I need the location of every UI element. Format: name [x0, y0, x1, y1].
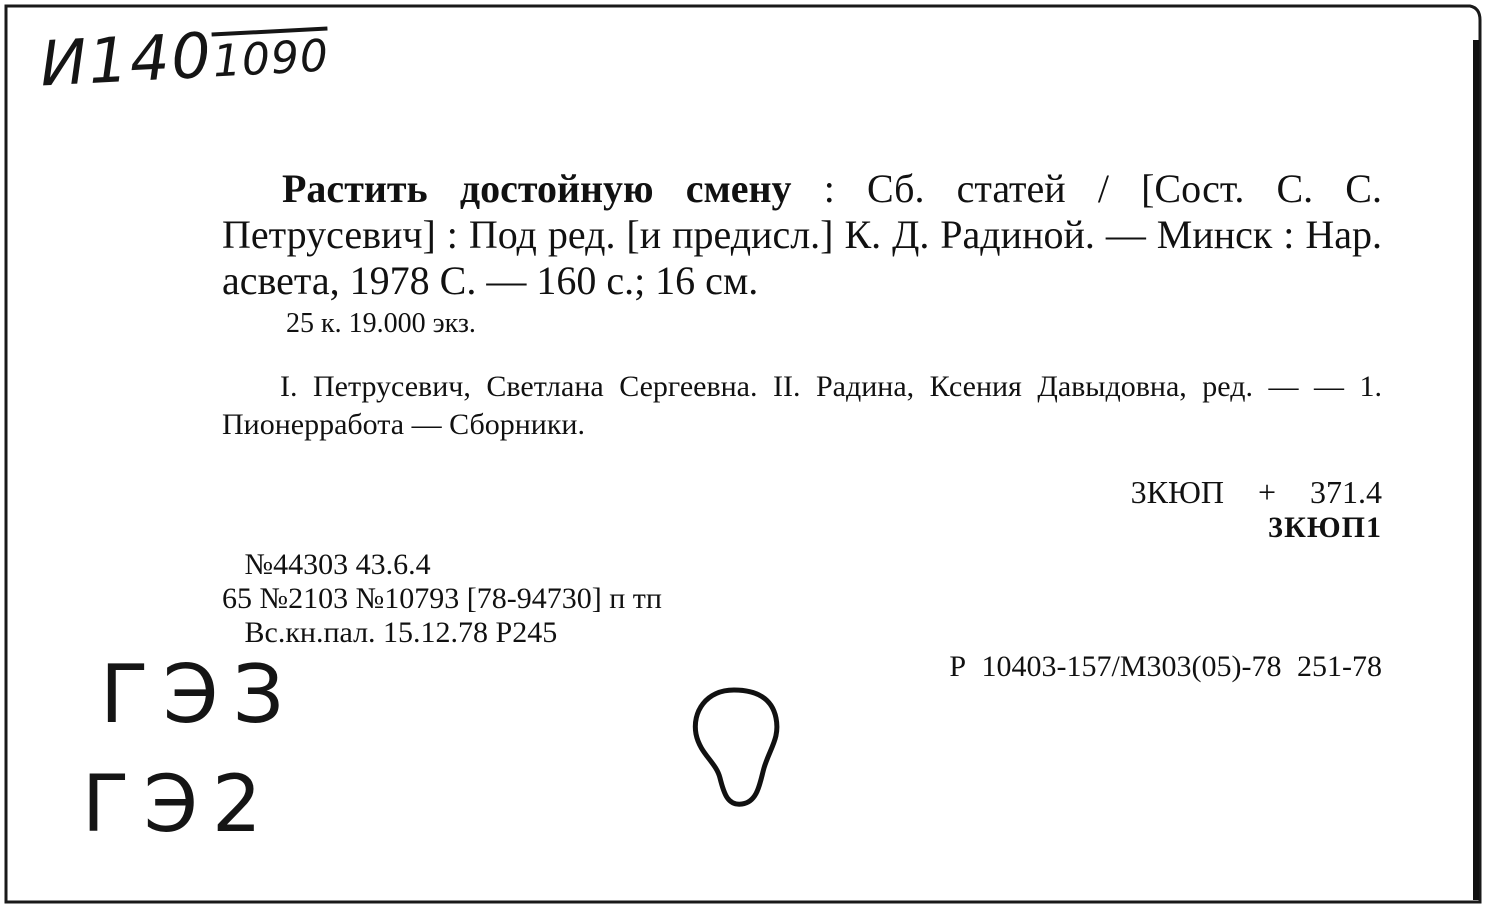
bibliographic-description [222, 166, 1382, 340]
bibliographic-numbers [222, 548, 662, 650]
handwritten-note-1: ГЭЗ [100, 648, 298, 741]
order-number: Р 10403-157/М303(05)-78 251-78 [949, 650, 1382, 683]
title-lead: Растить достойную смену [282, 166, 792, 211]
description-paragraph [222, 166, 1382, 304]
stamp-outline [686, 682, 786, 812]
classification-line-1: 3КЮП + 371.4 [1130, 474, 1382, 510]
biblio-line-3: Вс.кн.пал. 15.12.78 Р245 [222, 616, 558, 649]
biblio-line-1: №44303 43.6.4 [222, 548, 431, 581]
biblio-line-2: 65 №2103 №10793 [78-94730] п тп [222, 582, 662, 615]
handwritten-note-2: ГЭ2 [82, 760, 276, 850]
classification-line-2: 3КЮП1 [1268, 511, 1382, 544]
tracings: I. Петрусевич, Светлана Сергеевна. II. Радина, Ксения Давыдовна, ред. — — 1. Пионерработа — Сборники. [222, 370, 1382, 441]
handwritten-inventory-mark: И1401090 [38, 18, 331, 101]
description-rest: : Сб. статей / [Сост. С. С. Петрусевич] : Под ред. [и предисл.] К. Д. Радиной. — Минск : Нар. асвета, 1978 С. — 160 с.; 16 см. [222, 166, 1382, 303]
price-run: 25 к. 19.000 экз. [286, 308, 476, 339]
classification-block [1131, 474, 1382, 545]
